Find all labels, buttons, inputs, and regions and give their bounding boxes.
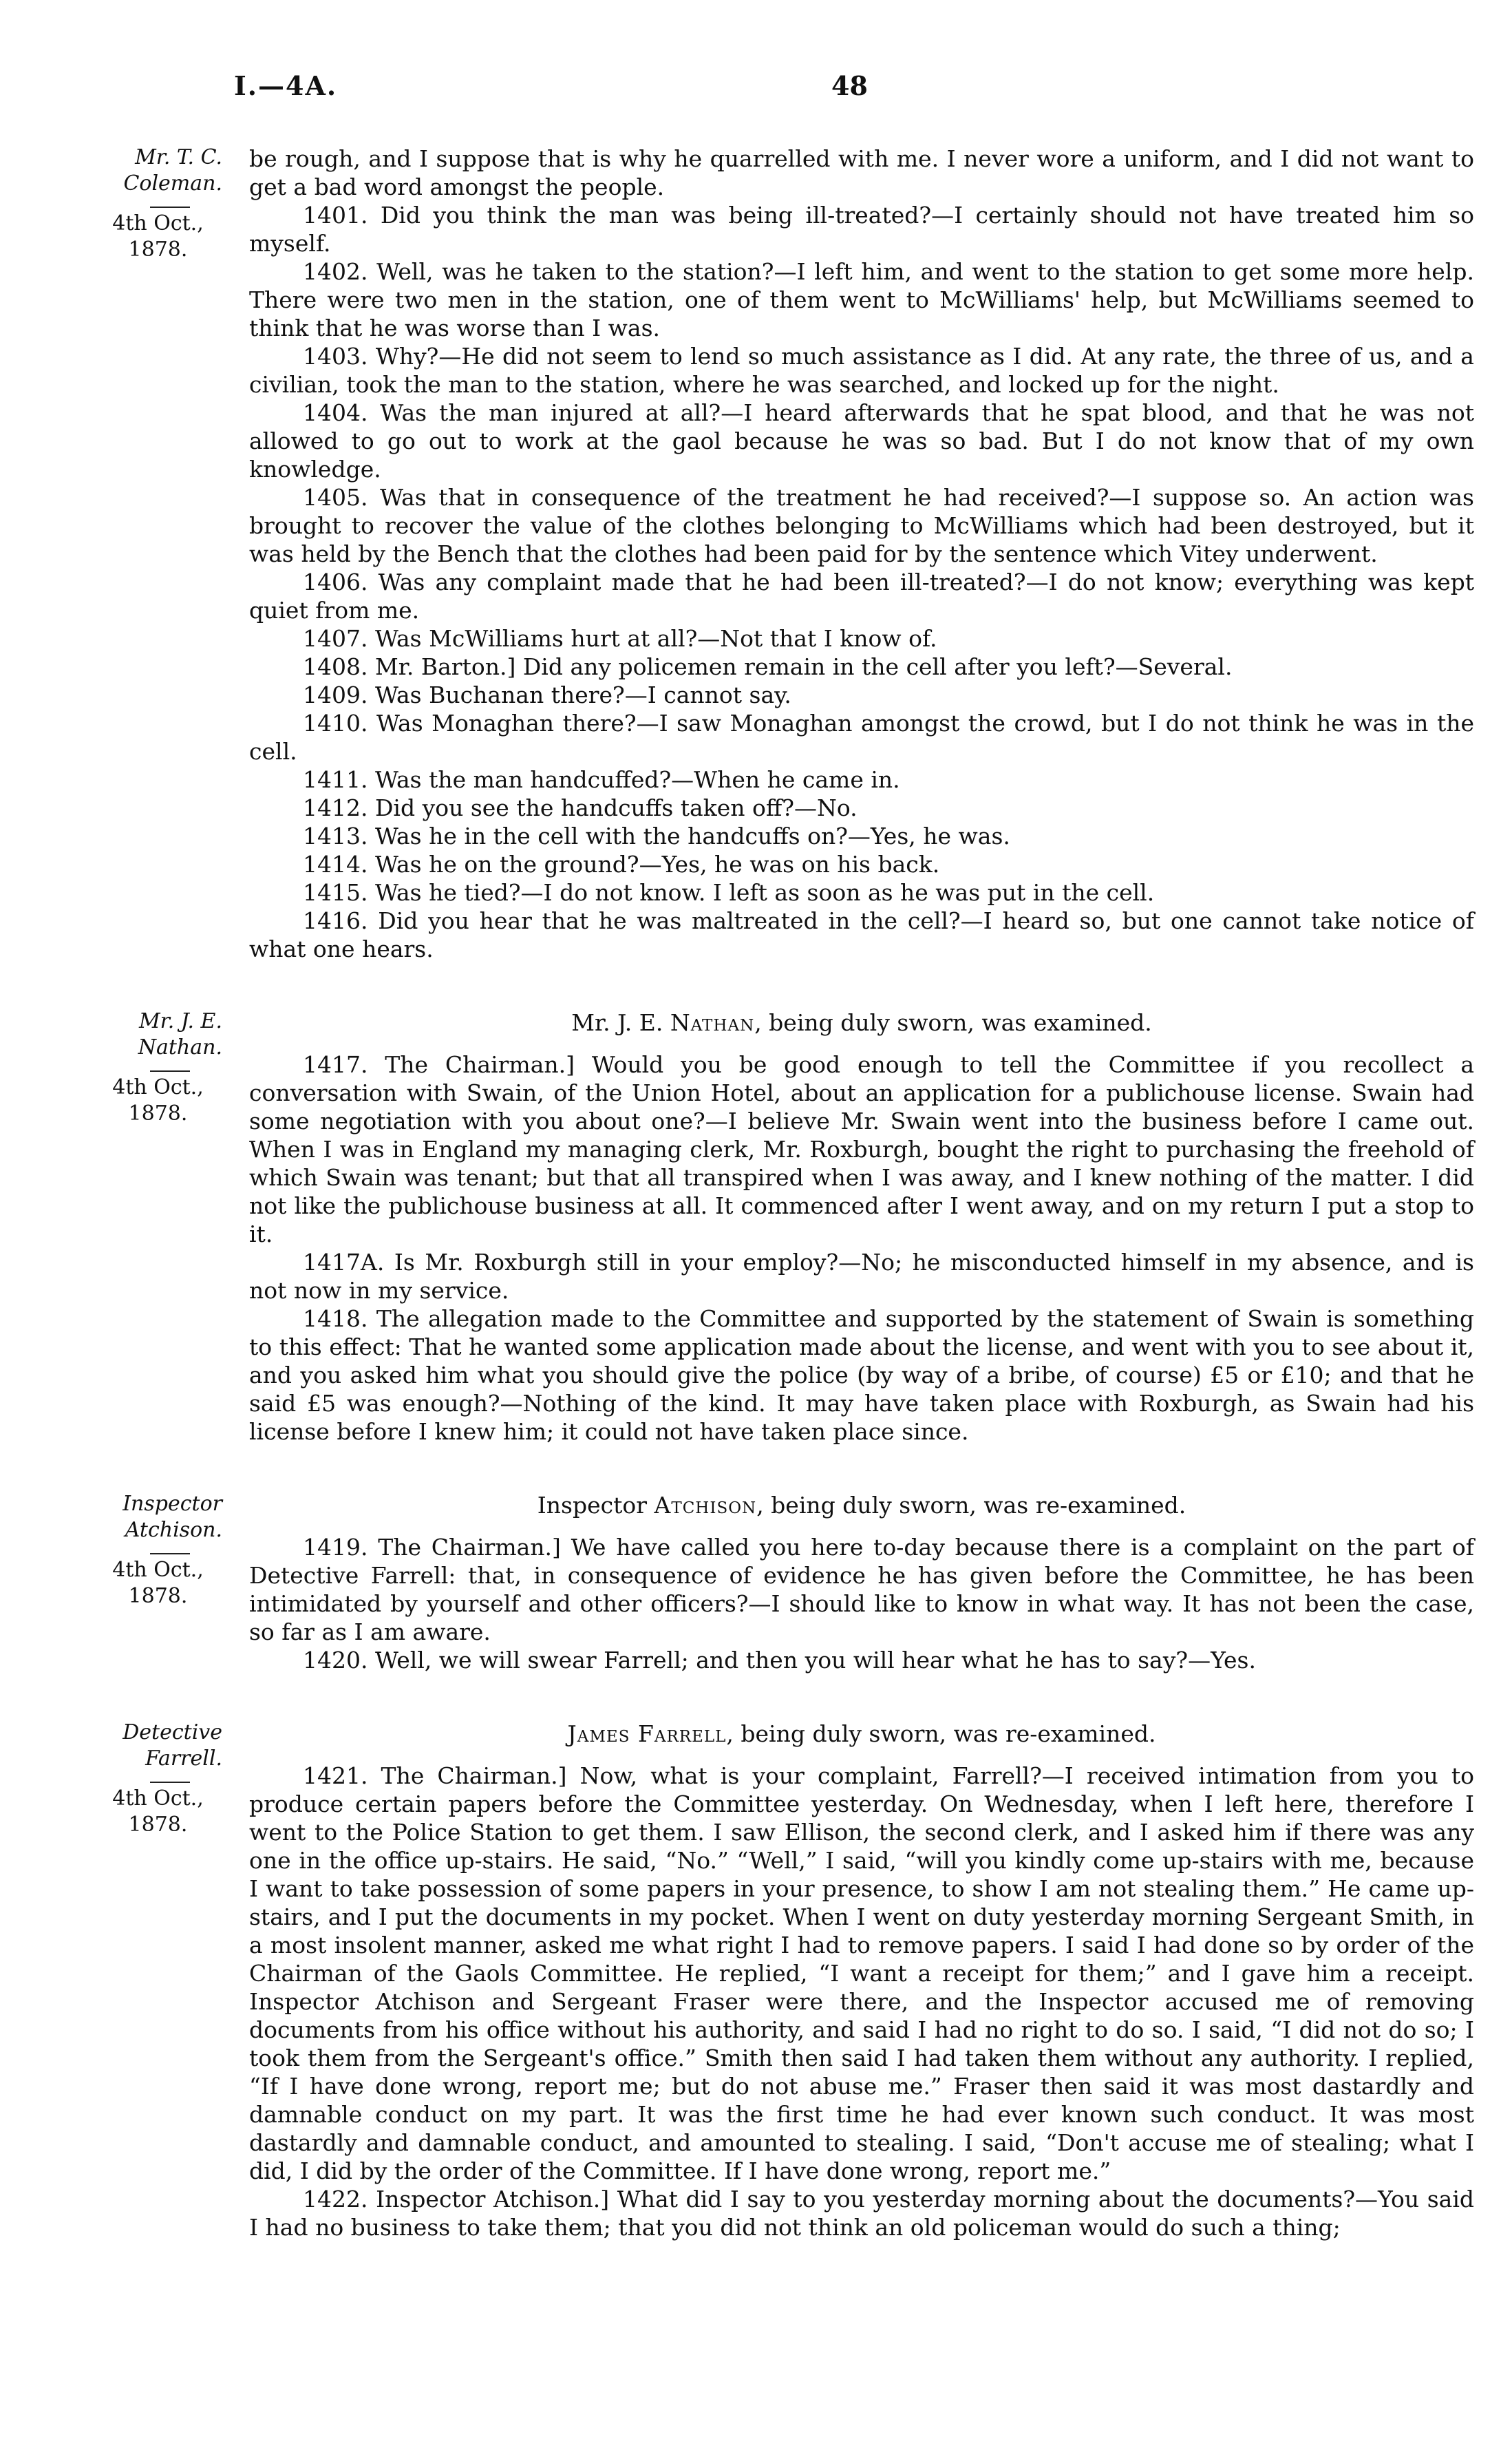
examination-date-margin: 4th Oct., 1878. [112, 1558, 204, 1608]
question-paragraph: 1404. Was the man injured at all?—I heard afterwards that he spat blood, and that he was not allowed to go out to work at the gaol because he was so bad. But I do not know that of my own knowledge. [249, 399, 1474, 483]
question-paragraph: 1410. Was Monaghan there?—I saw Monaghan amongst the crowd, but I do not think he was in the cell. [249, 710, 1474, 765]
heading-suffix: , being duly sworn, was examined. [754, 1009, 1152, 1036]
margin-rule [150, 1070, 190, 1072]
testimony-text [249, 1009, 1474, 1446]
witness-heading [249, 1491, 1474, 1519]
witness-heading [249, 1720, 1474, 1748]
witness-name-margin: Detective Farrell. [123, 1720, 222, 1771]
margin-note [84, 1491, 232, 1609]
testimony-paragraph: be rough, and I suppose that is why he quarrelled with me. I never wore a uniform, and I did not want to get a bad word amongst the people. [249, 145, 1474, 200]
question-paragraph: 1412. Did you see the handcuffs taken off?—No. [303, 794, 858, 821]
question-paragraph: 1408. Mr. Barton.] Did any policemen remain in the cell after you left?—Several. [303, 653, 1233, 680]
heading-suffix: , being duly sworn, was re-examined. [756, 1492, 1186, 1519]
question-paragraph: 1417A. Is Mr. Roxburgh still in your employ?—No; he misconducted himself in my absence, and is not now in my service. [249, 1249, 1474, 1304]
question-paragraph: 1415. Was he tied?—I do not know. I left as soon as he was put in the cell. [303, 879, 1155, 906]
testimony-text [249, 1491, 1474, 1674]
question-paragraph: 1421. The Chairman.] Now, what is your complaint, Farrell?—I received intimation from you to produce certain papers before the Committee yesterday. On Wednesday, when I left here, therefore I went to the Police Station to get them. I saw Ellison, the second clerk, and I asked him if there was any one in the office up-stairs. He said, “No.” “Well,” I said, “will you kindly come up-stairs with me, because I want to take possession of some papers in your presence, to show I am not stealing them.” He came up-stairs, and I put the documents in my pocket. When I went on duty yesterday morning Sergeant Smith, in a most insolent manner, asked me what right I had to remove papers. I said I had done so by order of the Chairman of the Gaols Committee. He replied, “I want a receipt for them;” and I gave him a receipt. Inspector Atchison and Sergeant Fraser were there, and the Inspector accused me of removing documents from his office without his authority, and said I had no right to do so. I said, “I did not do so; I took them from the Sergeant's office.” Smith then said I had taken them without any authority. I replied, “If I have done wrong, report me; but do not abuse me.” Fraser then said it was most dastardly and damnable conduct on my part. It was the first time he had ever known such conduct. It was most dastardly and damnable conduct, and amounted to stealing. I said, “Don't accuse me of stealing; what I did, I did by the order of the Committee. If I have done wrong, report me.” [249, 1762, 1474, 2184]
margin-rule [150, 1553, 190, 1554]
witness-name-margin: Mr. J. E. Nathan. [138, 1009, 222, 1059]
question-paragraph: 1413. Was he in the cell with the handcuffs on?—Yes, he was. [303, 823, 1010, 849]
heading-suffix: , being duly sworn, was re-examined. [726, 1720, 1156, 1747]
heading-prefix: Mr. J. E. [571, 1009, 670, 1036]
heading-witness-name: Atchison [654, 1492, 757, 1519]
heading-witness-name: Nathan [670, 1009, 755, 1036]
witness-heading [249, 1009, 1474, 1037]
heading-prefix: Inspector [537, 1492, 654, 1519]
question-paragraph: 1409. Was Buchanan there?—I cannot say. [303, 682, 791, 708]
witness-name-margin: Mr. T. C. Coleman. [123, 145, 222, 196]
witness-section-coleman [84, 145, 1474, 963]
question-paragraph: 1411. Was the man handcuffed?—When he came in. [303, 766, 900, 793]
testimony-text [249, 1720, 1474, 2241]
examination-date-margin: 4th Oct., 1878. [112, 1786, 204, 1837]
question-paragraph: 1414. Was he on the ground?—Yes, he was on his back. [303, 851, 940, 878]
question-paragraph: 1417. The Chairman.] Would you be good enough to tell the Committee if you recollect a conversation with Swain, of the Union Hotel, about an application for a publichouse license. Swain had some negotiation with you about one?—I believe Mr. Swain went into the business before I came out. When I was in England my managing clerk, Mr. Roxburgh, bought the right to purchasing the freehold of which Swain was tenant; but that all transpired when I was away, and I knew nothing of the matter. I did not like the publichouse business at all. It commenced after I went away, and on my return I put a stop to it. [249, 1051, 1474, 1247]
question-paragraph: 1418. The allegation made to the Committee and supported by the statement of Swain is something to this effect: That he wanted some application made about the license, and went with you to see about it, and you asked him what you should give the police (by way of a bribe, of course) £5 or £10; and that he said £5 was enough?—Nothing of the kind. It may have taken place with Roxburgh, as Swain had his license before I knew him; it could not have taken place since. [249, 1305, 1474, 1445]
margin-rule [150, 207, 190, 208]
examination-date-margin: 4th Oct., 1878. [112, 1075, 204, 1126]
witness-section-nathan [84, 1009, 1474, 1446]
question-paragraph: 1406. Was any complaint made that he had been ill-treated?—I do not know; everything was kept quiet from me. [249, 569, 1474, 624]
question-paragraph: 1402. Well, was he taken to the station?—I left him, and went to the station to get some more help. There were two men in the station, one of them went to McWilliams' help, but McWilliams seemed to think that he was worse than I was. [249, 258, 1474, 341]
margin-note [84, 1009, 232, 1127]
question-paragraph: 1401. Did you think the man was being ill-treated?—I certainly should not have treated him so myself. [249, 202, 1474, 257]
testimony-text [249, 145, 1474, 963]
examination-date-margin: 4th Oct., 1878. [112, 211, 204, 262]
question-paragraph: 1416. Did you hear that he was maltreated in the cell?—I heard so, but one cannot take notice of what one hears. [249, 907, 1474, 962]
page-body [84, 145, 1474, 2241]
question-paragraph: 1422. Inspector Atchison.] What did I say to you yesterday morning about the documents?—You said I had no business to take them; that you did not think an old policeman would do such a thing; [249, 2186, 1474, 2241]
margin-note [84, 1720, 232, 1838]
question-paragraph: 1403. Why?—He did not seem to lend so much assistance as I did. At any rate, the three of us, and a civilian, took the man to the station, where he was searched, and locked up for the night. [249, 343, 1474, 398]
question-paragraph: 1407. Was McWilliams hurt at all?—Not that I know of. [303, 625, 937, 652]
page-number: 48 [831, 70, 868, 101]
heading-witness-name: James Farrell [567, 1720, 727, 1747]
question-paragraph: 1405. Was that in consequence of the treatment he had received?—I suppose so. An action was brought to recover the value of the clothes belonging to McWilliams which had been destroyed, but it was held by the Bench that the clothes had been paid for by the sentence which Vitey underwent. [249, 484, 1474, 567]
witness-section-farrell [84, 1720, 1474, 2241]
page-header [0, 70, 1512, 112]
margin-note [84, 145, 232, 263]
question-paragraph: 1419. The Chairman.] We have called you here to-day because there is a complaint on the part of Detective Farrell: that, in consequence of evidence he has given before the Committee, he has been intimidated by yourself and other officers?—I should like to know in what way. It has not been the case, so far as I am aware. [249, 1534, 1474, 1645]
witness-section-atchison [84, 1491, 1474, 1674]
witness-name-margin: Inspector Atchison. [123, 1492, 222, 1542]
document-reference: I.—4A. [234, 70, 338, 101]
question-paragraph: 1420. Well, we will swear Farrell; and then you will hear what he has to say?—Yes. [303, 1647, 1256, 1673]
margin-rule [150, 1782, 190, 1783]
